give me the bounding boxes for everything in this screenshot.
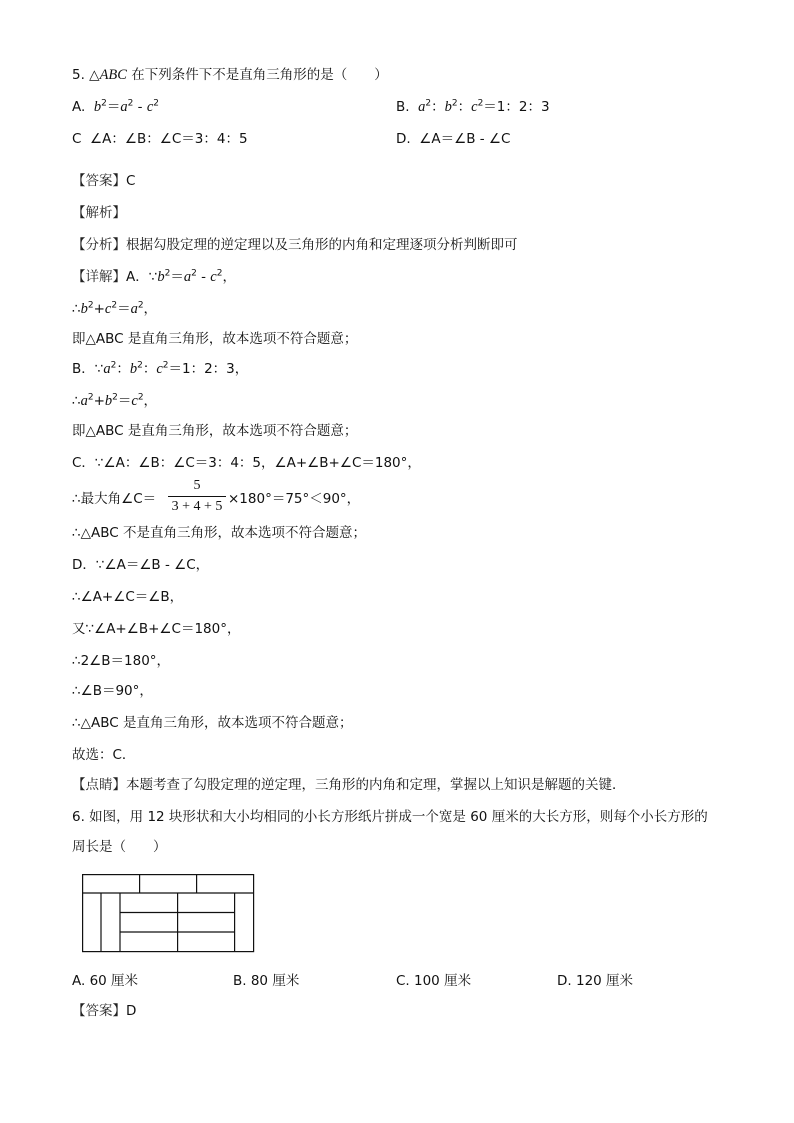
fenxi-line <box>72 236 518 254</box>
q6-option-c: C. 100 厘米 <box>396 973 472 989</box>
dianjing-tag: 【点睛】 <box>72 777 126 793</box>
detail-c2-prefix: ∴最大角∠C＝ <box>72 491 157 507</box>
q6-stem-line2: 周长是（ ） <box>72 839 167 855</box>
q5-option-b: B. $a^2$：$b^2$：$c^2=1$：2：3 <box>396 98 550 115</box>
detail-b3: 即△ABC 是直角三角形，故本选项不符合题意； <box>72 423 358 439</box>
detail-d2: ∴∠A+∠C＝∠B， <box>72 589 184 605</box>
option-c-label: C <box>72 131 82 147</box>
detail-a2-prefix: ∴ <box>72 301 81 317</box>
q5-option-d <box>396 130 510 148</box>
detail-b1-suffix: ＝1：2：3， <box>168 361 249 377</box>
q5-answer <box>72 172 135 190</box>
detail-b1: B．$\because a^2$：$b^2$：$c^2=1$：2：3， <box>72 360 249 377</box>
q5-text: 在下列条件下不是直角三角形的是（ ） <box>126 67 388 83</box>
detail-a3: 即△ABC 是直角三角形，故本选项不符合题意； <box>72 331 358 347</box>
detail-c2-suffix: ×180°＝75°＜90°， <box>228 491 361 507</box>
fraction-bar <box>168 496 226 497</box>
option-d-text: ∠A＝∠B - ∠C <box>419 131 511 147</box>
answer-tag: 【答案】 <box>72 173 126 189</box>
triangle-name: ABC <box>99 67 127 83</box>
rectangles-figure <box>82 874 256 954</box>
detail-d3: 又∵∠A+∠B+∠C＝180°， <box>72 621 241 637</box>
detail-c3: ∴△ABC 不是直角三角形，故本选项不符合题意； <box>72 525 366 541</box>
fraction <box>168 477 226 516</box>
option-b-label: B. <box>396 99 410 115</box>
fenxi-tag: 【分析】 <box>72 237 126 253</box>
detail-d1: D．∵∠A＝∠B - ∠C， <box>72 557 210 573</box>
fraction-numerator: 5 <box>193 478 201 493</box>
q6-option-a: A. 60 厘米 <box>72 973 139 989</box>
answer-value: C <box>126 173 136 189</box>
detail-d6: ∴△ABC 是直角三角形，故本选项不符合题意； <box>72 715 353 731</box>
detail-b2: $\therefore a^2+b^2=c^2$， <box>72 392 158 409</box>
detail-c1: C．∵∠A：∠B：∠C＝3：4：5，∠A+∠B+∠C＝180°， <box>72 455 421 471</box>
detail-b2-prefix: ∴ <box>72 393 81 409</box>
q5-number: 5. <box>72 67 90 83</box>
dianjing-text: 本题考查了勾股定理的逆定理，三角形的内角和定理，掌握以上知识是解题的关键． <box>126 777 626 793</box>
xiangjie-tag: 【详解】 <box>72 269 126 285</box>
detail-a1: 【详解】A．$\because b^2=a^2 - c^2$， <box>72 268 236 285</box>
fraction-denominator: 3 + 4 + 5 <box>171 499 223 514</box>
fenxi-text: 根据勾股定理的逆定理以及三角形的内角和定理逐项分析判断即可 <box>126 237 518 253</box>
dianjing-line <box>72 776 626 794</box>
analysis-heading <box>72 204 126 222</box>
q6-answer <box>72 1002 136 1020</box>
q6-option-b: B. 80 厘米 <box>233 973 300 989</box>
detail-b1-prefix: B．∵ <box>72 361 104 377</box>
answer-tag: 【答案】 <box>72 1003 126 1019</box>
q6-stem-line1: 6. 如图，用 12 块形状和大小均相同的小长方形纸片拼成一个宽是 60 厘米的大长方形，则每个小长方形的 <box>72 809 708 825</box>
q5-option-c <box>72 130 248 148</box>
triangle-symbol: △ <box>89 67 100 83</box>
option-a-label: A. <box>72 99 86 115</box>
option-c-text: ∠A：∠B：∠C＝3：4：5 <box>90 131 248 147</box>
q5-option-a: A. $b^2=a^2 - c^2$ <box>72 98 159 115</box>
detail-a2: $\therefore b^2+c^2=a^2$， <box>72 300 158 317</box>
analysis-tag: 【解析】 <box>72 205 126 221</box>
detail-d5: ∴∠B＝90°， <box>72 683 153 699</box>
detail-d4: ∴2∠B＝180°， <box>72 653 171 669</box>
answer-value: D <box>126 1003 137 1019</box>
q5-stem <box>72 66 388 84</box>
q6-option-d: D. 120 厘米 <box>557 973 634 989</box>
option-d-label: D. <box>396 131 411 147</box>
detail-a1-prefix: A．∵ <box>126 269 158 285</box>
detail-choose: 故选：C． <box>72 747 136 763</box>
